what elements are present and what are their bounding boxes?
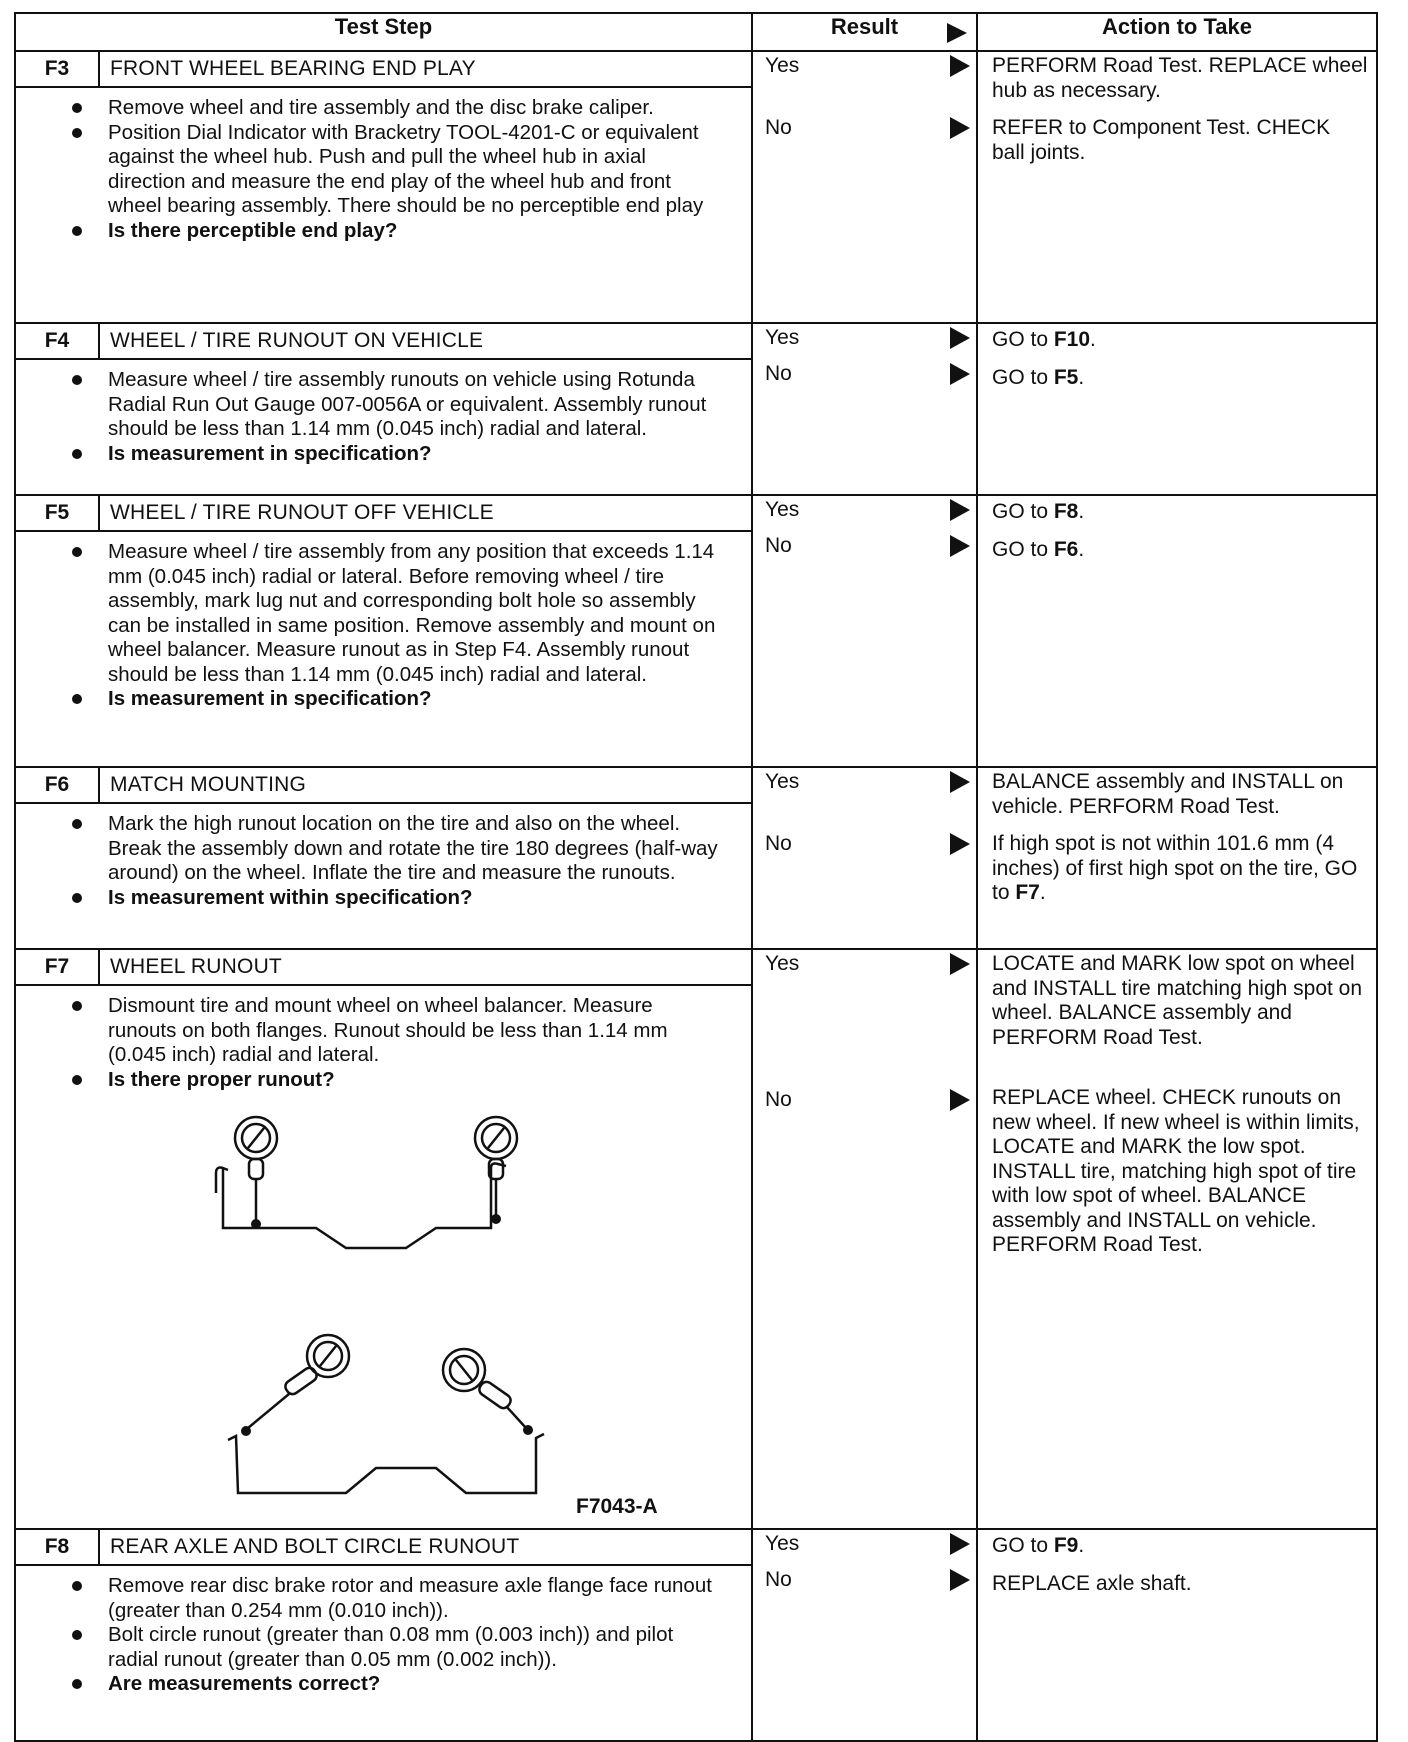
action-no: REPLACE wheel. CHECK runouts on new wheel. If new wheel is within limits, LOCATE and MARK the low spot. INSTALL tire, matching high spot of tire with low spot of wheel. BALANCE assembly and INSTALL on vehicle. PERFORM Road Test. (992, 1086, 1360, 1256)
step-heading (16, 496, 751, 532)
step-title: FRONT WHEEL BEARING END PLAY (110, 57, 476, 80)
result-yes: Yes (753, 950, 976, 1086)
step-instructions (16, 88, 751, 249)
step-question: Is there perceptible end play? (108, 219, 723, 244)
arrow-right-icon (950, 1569, 970, 1591)
action-header: Action to Take (977, 13, 1377, 51)
action-no: GO to F6. (992, 538, 1085, 561)
step-row-f4 (15, 323, 1377, 495)
action-yes: GO to F8. (992, 500, 1085, 523)
bullet-icon (72, 1581, 82, 1591)
result-cell-f3 (752, 51, 977, 323)
step-row-f3 (15, 51, 1377, 323)
result-yes: Yes (753, 52, 976, 114)
diagnostic-table-page (14, 12, 1376, 1742)
step-instructions (16, 532, 751, 718)
step-id: F5 (16, 496, 100, 530)
list-item: Measure wheel / tire assembly runouts on vehicle using Rotunda Radial Run Out Gauge 007-0056A or equivalent. Assembly runout should be less than 1.14 mm (0.045 inch) radial and lateral. (108, 368, 723, 442)
step-id: F3 (16, 52, 100, 86)
list-item: Remove wheel and tire assembly and the disc brake caliper. (108, 96, 723, 121)
step-heading (16, 1530, 751, 1566)
step-id: F4 (16, 324, 100, 358)
step-row-f5 (15, 495, 1377, 767)
arrow-right-icon (946, 22, 968, 50)
step-question: Is measurement in specification? (108, 442, 723, 467)
result-no: No (753, 114, 976, 176)
step-id: F7 (16, 950, 100, 984)
action-cell-f4 (977, 323, 1377, 495)
bullet-icon (72, 1630, 82, 1640)
step-question: Is there proper runout? (108, 1068, 723, 1093)
step-cell-f3 (15, 51, 752, 323)
step-id: F6 (16, 768, 100, 802)
result-cell-f5 (752, 495, 977, 767)
arrow-right-icon (950, 499, 970, 521)
step-title: MATCH MOUNTING (110, 773, 307, 796)
step-title: WHEEL / TIRE RUNOUT ON VEHICLE (110, 329, 484, 352)
list-item: Dismount tire and mount wheel on wheel balancer. Measure runouts on both flanges. Runout should be less than 1.14 mm (0.045 inch) radial and lateral. (108, 994, 723, 1068)
step-instructions (16, 1566, 751, 1703)
step-cell-f4 (15, 323, 752, 495)
bullet-icon (72, 694, 82, 704)
result-no: No (753, 360, 976, 396)
arrow-right-icon (950, 363, 970, 385)
result-no: No (753, 532, 976, 568)
step-instructions (16, 360, 751, 472)
step-cell-f6 (15, 767, 752, 949)
bullet-icon (72, 226, 82, 236)
action-no: REFER to Component Test. CHECK ball joints. (992, 116, 1331, 164)
action-cell-f8 (977, 1529, 1377, 1741)
step-title: REAR AXLE AND BOLT CIRCLE RUNOUT (110, 1535, 520, 1558)
action-yes: GO to F9. (992, 1534, 1085, 1557)
bullet-icon (72, 1075, 82, 1085)
arrow-right-icon (950, 953, 970, 975)
test-step-header: Test Step (15, 13, 752, 51)
step-heading (16, 768, 751, 804)
step-id: F8 (16, 1530, 100, 1564)
bullet-icon (72, 1001, 82, 1011)
step-question: Is measurement within specification? (108, 886, 723, 911)
action-cell-f5 (977, 495, 1377, 767)
step-heading (16, 950, 751, 986)
diagnostic-table (14, 12, 1378, 1742)
bullet-icon (72, 819, 82, 829)
arrow-right-icon (950, 1089, 970, 1111)
result-yes: Yes (753, 768, 976, 830)
action-no: REPLACE axle shaft. (992, 1572, 1192, 1595)
step-heading (16, 52, 751, 88)
bullet-icon (72, 1679, 82, 1689)
bullet-icon (72, 128, 82, 138)
action-yes: GO to F10. (992, 328, 1096, 351)
step-row-f7 (15, 949, 1377, 1529)
bullet-icon (72, 103, 82, 113)
arrow-right-icon (950, 771, 970, 793)
bullet-icon (72, 893, 82, 903)
table-header-row (15, 13, 1377, 51)
dial-indicator-diagram (16, 1098, 753, 1528)
step-title: WHEEL / TIRE RUNOUT OFF VEHICLE (110, 501, 494, 524)
result-yes: Yes (753, 1530, 976, 1566)
result-no: No (753, 1086, 976, 1148)
result-cell-f4 (752, 323, 977, 495)
action-cell-f6 (977, 767, 1377, 949)
action-yes: PERFORM Road Test. REPLACE wheel hub as necessary. (992, 54, 1368, 102)
result-no: No (753, 1566, 976, 1602)
result-header (752, 13, 977, 51)
step-row-f6 (15, 767, 1377, 949)
arrow-right-icon (950, 535, 970, 557)
action-yes: LOCATE and MARK low spot on wheel and INSTALL tire matching high spot on wheel. BALANCE assembly and PERFORM Road Test. (992, 952, 1363, 1049)
arrow-right-icon (950, 833, 970, 855)
step-question: Is measurement in specification? (108, 687, 723, 712)
arrow-right-icon (950, 117, 970, 139)
list-item: Remove rear disc brake rotor and measure axle flange face runout (greater than 0.254 mm (0.010 inch)). (108, 1574, 723, 1623)
result-cell-f8 (752, 1529, 977, 1741)
step-question: Are measurements correct? (108, 1672, 723, 1697)
action-yes: BALANCE assembly and INSTALL on vehicle. PERFORM Road Test. (992, 770, 1344, 818)
result-cell-f7 (752, 949, 977, 1529)
result-no: No (753, 830, 976, 892)
arrow-right-icon (950, 55, 970, 77)
step-instructions (16, 804, 751, 916)
step-cell-f8 (15, 1529, 752, 1741)
step-instructions (16, 986, 751, 1098)
figure-label: F7043-A (576, 1495, 658, 1518)
list-item: Position Dial Indicator with Bracketry TOOL-4201-C or equivalent against the wheel hub. Push and pull the wheel hub in axial direction and measure the end play of the wheel hub and front wheel bearing assembly. There should be no perceptible end play (108, 121, 723, 219)
step-cell-f5 (15, 495, 752, 767)
result-yes: Yes (753, 324, 976, 360)
action-cell-f7 (977, 949, 1377, 1529)
bullet-icon (72, 547, 82, 557)
result-yes: Yes (753, 496, 976, 532)
bullet-icon (72, 375, 82, 385)
list-item: Measure wheel / tire assembly from any position that exceeds 1.14 mm (0.045 inch) radial or lateral. Before removing wheel / tire assembly, mark lug nut and corresponding bolt hole so assembly can be installed in same position. Remove assembly and mount on wheel balancer. Measure runout as in Step F4. Assembly runout should be less than 1.14 mm (0.045 inch) radial and lateral. (108, 540, 723, 687)
arrow-right-icon (950, 1533, 970, 1555)
result-header-label: Result (830, 14, 899, 39)
action-cell-f3 (977, 51, 1377, 323)
step-row-f8 (15, 1529, 1377, 1741)
list-item: Mark the high runout location on the tire and also on the wheel. Break the assembly down and rotate the tire 180 degrees (half-way around) on the wheel. Inflate the tire and measure the runouts. (108, 812, 723, 886)
arrow-right-icon (950, 327, 970, 349)
list-item: Bolt circle runout (greater than 0.08 mm (0.003 inch)) and pilot radial runout (greater than 0.05 mm (0.002 inch)). (108, 1623, 723, 1672)
result-cell-f6 (752, 767, 977, 949)
wheel-runout-figure (16, 1098, 751, 1528)
step-heading (16, 324, 751, 360)
action-no: GO to F5. (992, 366, 1085, 389)
step-cell-f7 (15, 949, 752, 1529)
bullet-icon (72, 449, 82, 459)
step-title: WHEEL RUNOUT (110, 955, 282, 978)
action-no: If high spot is not within 101.6 mm (4 inches) of first high spot on the tire, GO to F7. (992, 832, 1358, 904)
